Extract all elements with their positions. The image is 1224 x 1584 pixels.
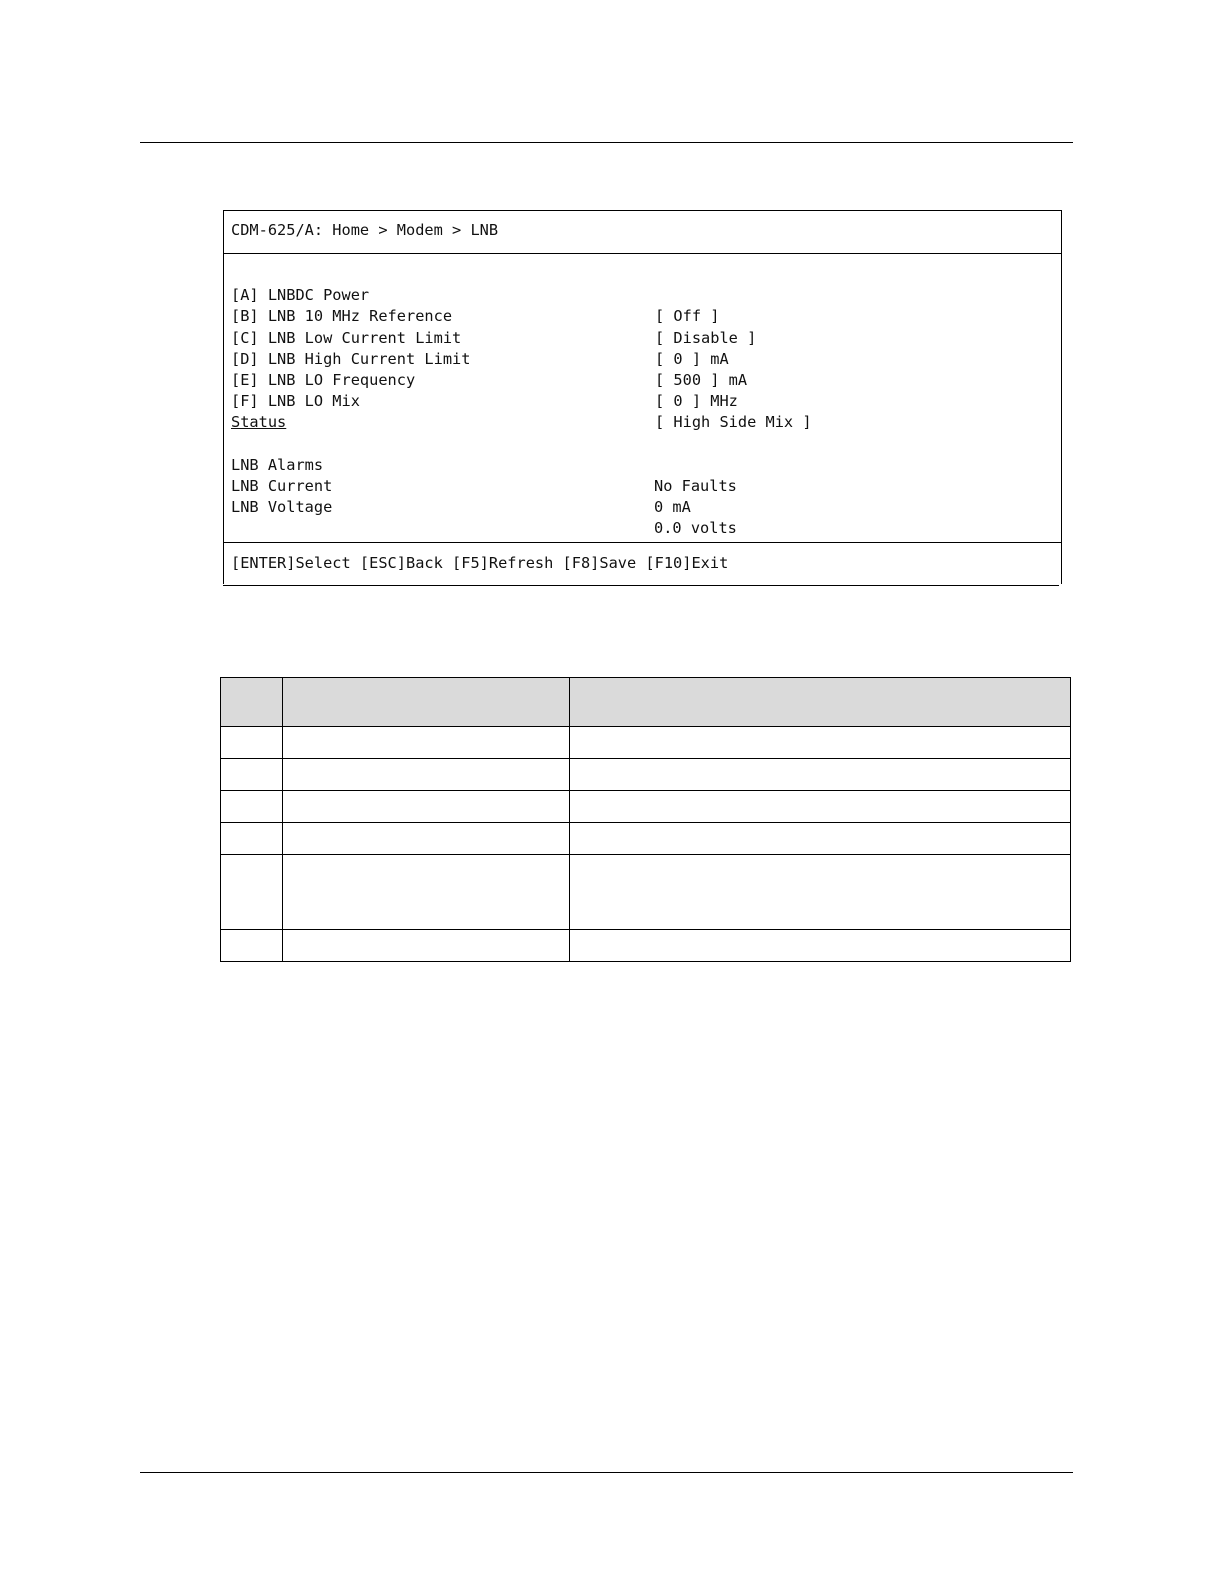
- setting-label: [C] LNB Low Current Limit: [231, 328, 462, 347]
- table-cell: [221, 727, 283, 759]
- table-cell: [221, 855, 283, 930]
- table-cell: [283, 791, 570, 823]
- table-row: [221, 727, 1071, 759]
- breadcrumb: CDM-625/A: Home > Modem > LNB: [224, 211, 1061, 254]
- table-cell: [283, 727, 570, 759]
- table-header-cell: [221, 678, 283, 727]
- status-label: LNB Current: [231, 476, 333, 495]
- table-row: [221, 823, 1071, 855]
- terminal-screen: [223, 210, 1062, 584]
- table-cell: [570, 930, 1071, 962]
- setting-value: [ 0 ] mA: [655, 349, 729, 368]
- setting-label: [B] LNB 10 MHz Reference: [231, 307, 453, 326]
- header-rule: [140, 142, 1073, 143]
- table-row: [221, 930, 1071, 962]
- table-row: [221, 791, 1071, 823]
- setting-value: [ 500 ] mA: [655, 370, 748, 389]
- table-cell: [283, 855, 570, 930]
- table-cell: [283, 930, 570, 962]
- setting-label: [A] LNBDC Power: [231, 286, 370, 305]
- table-row: [221, 855, 1071, 930]
- table-cell: [570, 727, 1071, 759]
- setting-label: [E] LNB LO Frequency: [231, 370, 416, 389]
- table-cell: [221, 759, 283, 791]
- table-cell: [570, 855, 1071, 930]
- table-cell: [221, 930, 283, 962]
- table-cell: [570, 823, 1071, 855]
- table-header-row: [221, 678, 1071, 727]
- status-value: 0.0 volts: [654, 519, 737, 538]
- description-table: [220, 677, 1071, 962]
- table-header-cell: [283, 678, 570, 727]
- status-value: 0 mA: [654, 498, 691, 517]
- setting-value: [ Off ]: [655, 307, 720, 326]
- table-cell: [283, 823, 570, 855]
- setting-label: [F] LNB LO Mix: [231, 392, 360, 411]
- table-cell: [221, 823, 283, 855]
- status-heading: Status: [231, 413, 287, 432]
- key-help-bar: [ENTER]Select [ESC]Back [F5]Refresh [F8]Save [F10]Exit: [231, 554, 729, 572]
- terminal-body: [224, 254, 1061, 543]
- table-cell: [221, 791, 283, 823]
- terminal-bottom-border: [223, 585, 1059, 586]
- status-value: No Faults: [654, 476, 737, 495]
- table-cell: [283, 759, 570, 791]
- table-cell: [570, 791, 1071, 823]
- table-header-cell: [570, 678, 1071, 727]
- setting-value: [ High Side Mix ]: [655, 413, 812, 432]
- footer-rule: [140, 1472, 1073, 1473]
- status-label: LNB Voltage: [231, 498, 333, 517]
- table-cell: [570, 759, 1071, 791]
- status-label: LNB Alarms: [231, 455, 324, 474]
- setting-value: [ 0 ] MHz: [655, 392, 738, 411]
- setting-value: [ Disable ]: [655, 328, 757, 347]
- table-row: [221, 759, 1071, 791]
- setting-label: [D] LNB High Current Limit: [231, 349, 471, 368]
